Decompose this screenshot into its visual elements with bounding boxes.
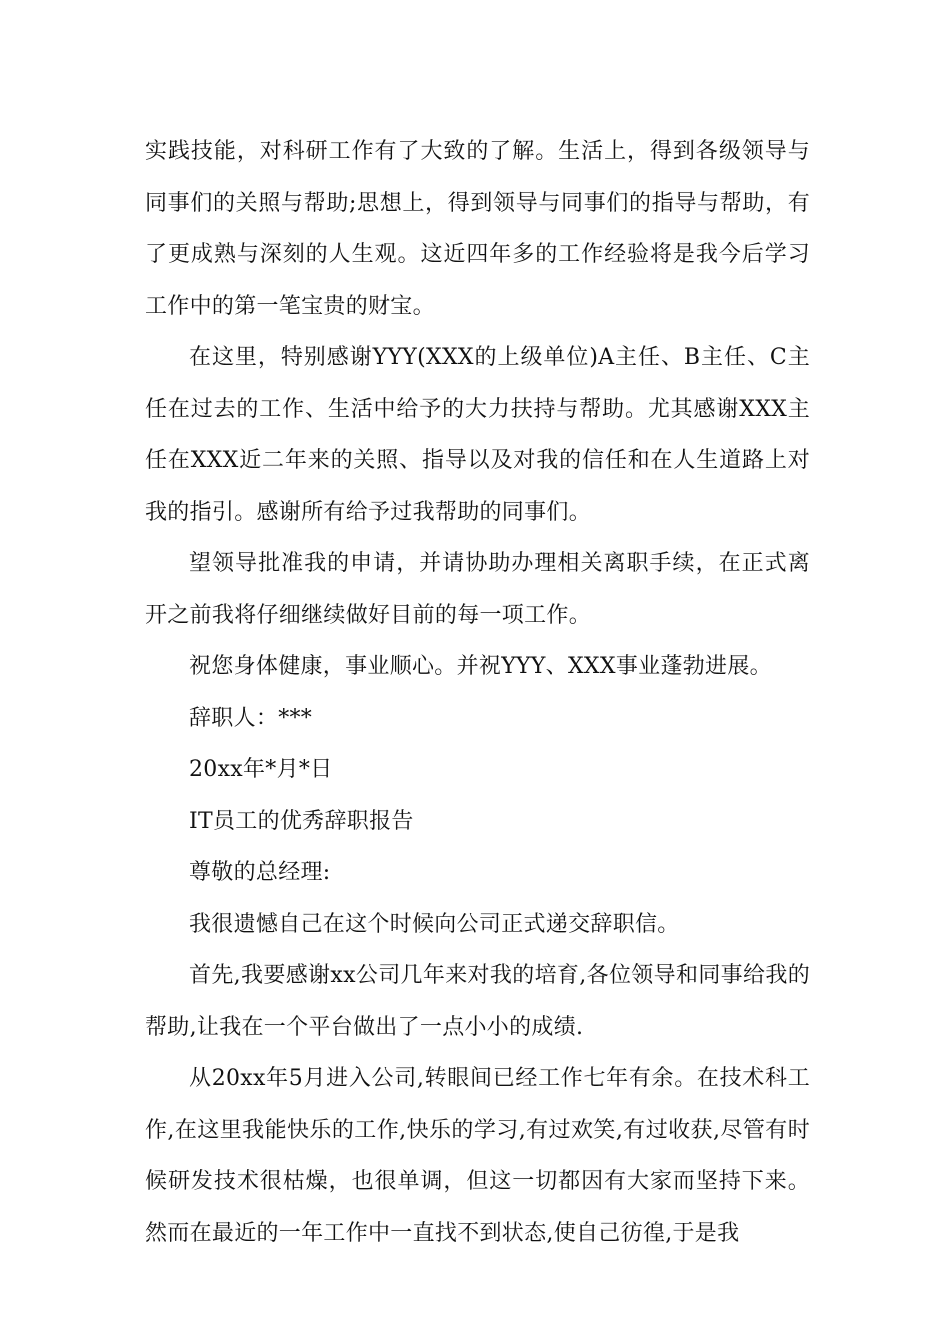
paragraph-request: 望领导批准我的申请，并请协助办理相关离职手续，在正式离开之前我将仔细继续做好目前的每一项工作。 [145,551,810,628]
paragraph-wishes: 祝您身体健康，事业顺心。并祝YYY、XXX事业蓬勃进展。 [189,654,772,679]
salutation: 尊敬的总经理: [189,860,331,885]
paragraph-experience: 从20xx年5月进入公司,转眼间已经工作七年有余。在技术科工作,在这里我能快乐的工作,快乐的学习,有过欢笑,有过收获,尽管有时候研发技术很枯燥，也很单调，但这一切都因有大家而坚持下来。然而在最近的一年工作中一直找不到状态,使自己彷徨,于是我 [145,1066,810,1246]
date-line: 20xx年*月*日 [189,757,333,782]
signature-line: 辞职人：*** [189,705,313,731]
paragraph-gratitude: 首先,我要感谢xx公司几年来对我的培育,各位领导和同事给我的帮助,让我在一个平台做出了一点小小的成绩. [145,963,810,1040]
paragraph-continuation: 实践技能，对科研工作有了大致的了解。生活上，得到各级领导与同事们的关照与帮助;思想上，得到领导与同事们的指导与帮助，有了更成熟与深刻的人生观。这近四年多的工作经验将是我今后学习工作中的第一笔宝贵的财宝。 [145,139,810,319]
paragraph-regret: 我很遗憾自己在这个时候向公司正式递交辞职信。 [189,911,680,937]
section-title: IT员工的优秀辞职报告 [189,808,414,834]
paragraph-thanks: 在这里，特别感谢YYY(XXX的上级单位)A主任、B主任、C主任在过去的工作、生活中给予的大力扶持与帮助。尤其感谢XXX主任在XXX近二年来的关照、指导以及对我的信任和在人生道路上对我的指引。感谢所有给予过我帮助的同事们。 [145,345,810,525]
document-body [145,126,810,1259]
